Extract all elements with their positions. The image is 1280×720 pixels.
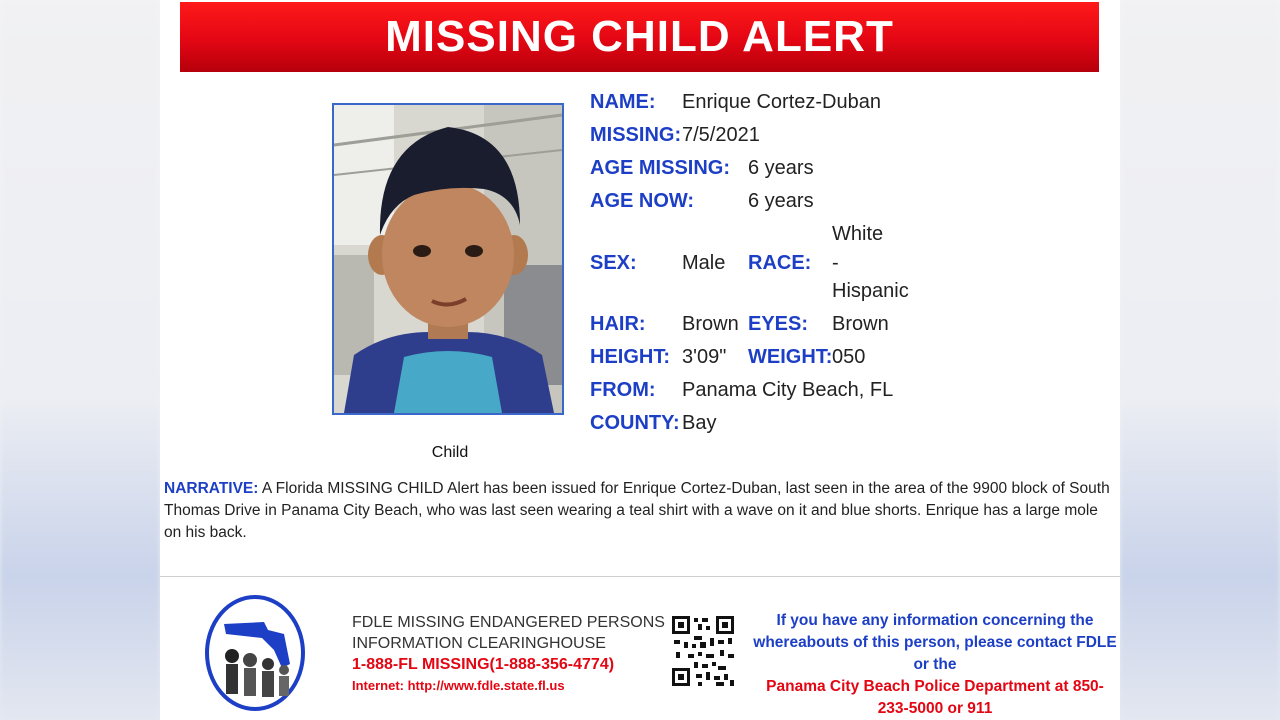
qr-code-icon [670, 614, 736, 688]
blurred-background-right [1120, 0, 1280, 720]
contact-line4: Panama City Beach Police Department at 850- [766, 678, 1104, 695]
height-label: HEIGHT: [590, 346, 670, 368]
race-label: RACE: [748, 252, 812, 274]
race-value-line3: Hispanic [832, 280, 909, 302]
child-photo [332, 103, 564, 415]
county-value: Bay [682, 412, 717, 434]
fdle-website: Internet: http://www.fdle.state.fl.us [352, 678, 565, 693]
county-label: COUNTY: [590, 412, 680, 434]
name-value: Enrique Cortez-Duban [682, 91, 881, 113]
age-missing-value: 6 years [748, 157, 814, 179]
weight-value: 050 [832, 346, 866, 368]
fdle-clearinghouse-logo [204, 594, 306, 712]
narrative-label: NARRATIVE: [164, 480, 259, 497]
eyes-label: EYES: [748, 313, 809, 335]
clearinghouse-line1: FDLE MISSING ENDANGERED PERSONS [352, 614, 665, 631]
name-label: NAME: [590, 91, 656, 113]
alert-banner [180, 2, 1099, 72]
footer-divider [160, 576, 1120, 577]
sex-value: Male [682, 252, 726, 274]
contact-line5: 233-5000 or 911 [877, 700, 993, 717]
age-now-value: 6 years [748, 190, 814, 212]
blurred-background-left [0, 0, 160, 720]
age-missing-label: AGE MISSING: [590, 157, 731, 179]
hair-value: Brown [682, 313, 739, 335]
contact-line3: or the [913, 656, 957, 673]
narrative-text: A Florida MISSING CHILD Alert has been issued for Enrique Cortez-Duban, last seen in the area of the 9900 block of South Thomas Drive in Panama City Beach, who was last seen wearing a teal shirt with a wave on it and blue shorts. Enrique has a large mole on his back. [164, 480, 1110, 541]
photo-caption: Child [431, 444, 469, 461]
age-now-label: AGE NOW: [590, 190, 695, 212]
from-value: Panama City Beach, FL [682, 379, 894, 401]
race-value-line1: White [832, 223, 884, 245]
sex-label: SEX: [590, 252, 637, 274]
from-label: FROM: [590, 379, 656, 401]
narrative [164, 478, 1114, 544]
eyes-value: Brown [832, 313, 889, 335]
weight-label: WEIGHT: [748, 346, 833, 368]
missing-value: 7/5/2021 [682, 124, 760, 146]
clearinghouse-line2: INFORMATION CLEARINGHOUSE [352, 635, 606, 652]
contact-instructions [750, 610, 1120, 720]
height-value: 3'09" [682, 346, 727, 368]
hotline-phone: 1-888-FL MISSING(1-888-356-4774) [352, 656, 615, 673]
alert-title: MISSING CHILD ALERT [385, 12, 894, 61]
missing-label: MISSING: [590, 124, 682, 146]
contact-line2: whereabouts of this person, please contact FDLE [753, 634, 1117, 651]
clearinghouse-info [352, 612, 665, 696]
hair-label: HAIR: [590, 313, 646, 335]
contact-line1: If you have any information concerning the [776, 612, 1094, 629]
missing-child-poster [160, 0, 1120, 720]
race-value-line2: - [832, 252, 839, 274]
